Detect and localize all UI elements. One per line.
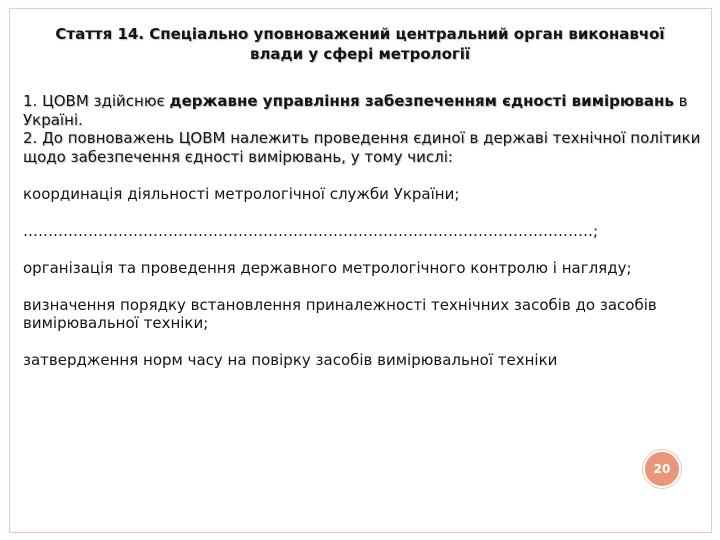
paragraph-1-suffix: в Україні. bbox=[23, 92, 688, 129]
slide-title: Стаття 14. Спеціально уповноважений центральний орган виконавчої влади у сфері метрології bbox=[55, 25, 665, 63]
list-item: затвердження норм часу на повірку засобів вимірювальної техніки bbox=[23, 351, 558, 369]
list-item: організація та проведення державного метрологічного контролю і нагляду; bbox=[23, 258, 632, 277]
paragraph-1-prefix: 1. ЦОВМ здійснює bbox=[23, 92, 170, 110]
paragraph-2: 2. До повноважень ЦОВМ належить проведення єдиної в державі технічної політики щодо забезпечення єдності вимірювань, у тому числі: bbox=[23, 129, 701, 166]
list-item: координація діяльності метрологічної служби України; bbox=[23, 184, 460, 203]
paragraph-1 bbox=[23, 92, 713, 166]
paragraph-1-bold: державне управління забезпеченням єдності вимірювань bbox=[169, 92, 674, 110]
list-item: визначення порядку встановлення приналежності технічних засобів до засобів вимірювальної техніки; bbox=[23, 295, 657, 332]
slide-content bbox=[23, 92, 713, 388]
page-number-badge: 20 bbox=[643, 450, 681, 488]
list-item-ellipsis: ……………………………………………………………………………………………………; bbox=[23, 221, 599, 240]
